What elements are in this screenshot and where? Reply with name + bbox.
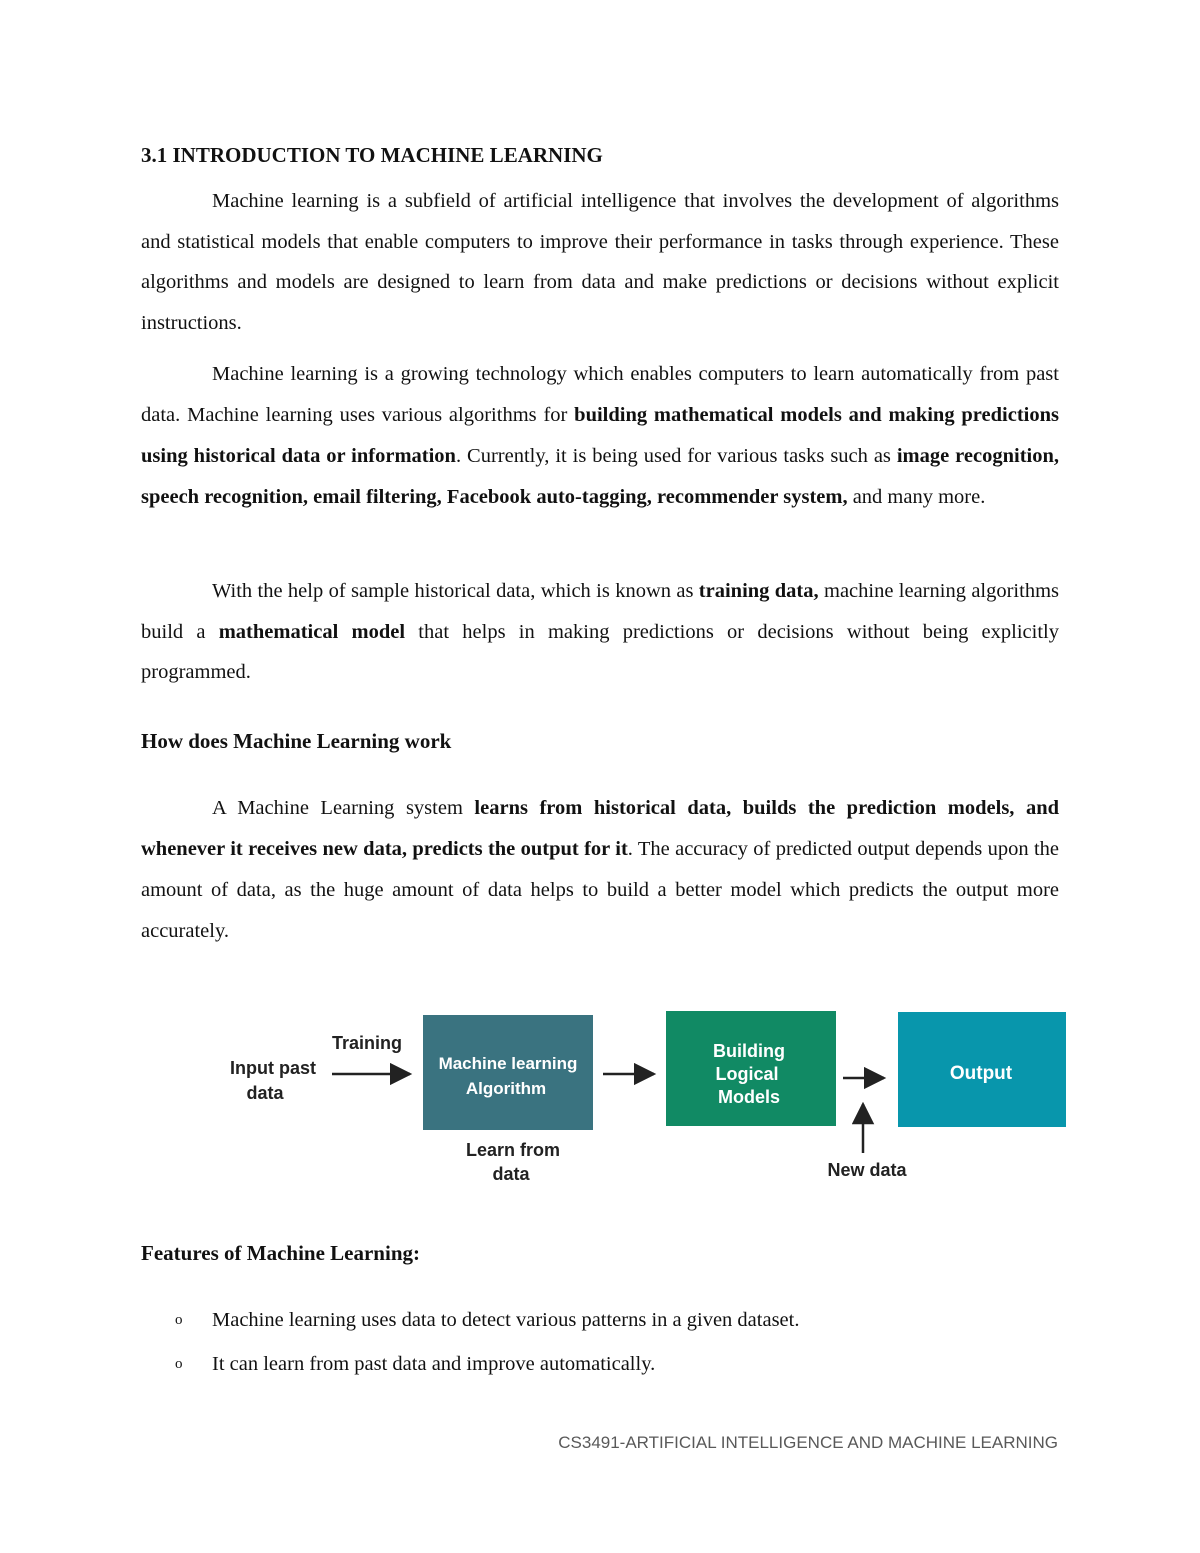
growing-technology-paragraph: Machine learning is a growing technology which enables computers to learn automatically from past data. Machine learning uses various algorithms for building mathematical models and making predictions using historical data or information. Currently, it is being used for various tasks such as image recognition, speech recognition, email filtering, Facebook auto-tagging, recommender system, and many more.: [141, 363, 1059, 508]
building-box-line3: Models: [717, 1087, 781, 1107]
algorithm-box-line2: Algorithm: [465, 1079, 547, 1098]
bullet-icon: o: [175, 1312, 183, 1328]
page-footer: CS3491-ARTIFICIAL INTELLIGENCE AND MACHINE LEARNING: [558, 1433, 1058, 1452]
building-box-line2: Logical: [715, 1064, 779, 1084]
algorithm-box-line1: Machine learning: [438, 1054, 578, 1073]
training-label: Training: [331, 1033, 403, 1053]
how-it-works-heading: How does Machine Learning work: [141, 729, 452, 753]
list-item: o It can learn from past data and improve automatically.: [141, 1347, 799, 1391]
input-data-label-line2: data: [246, 1083, 284, 1103]
how-it-works-paragraph: A Machine Learning system learns from historical data, builds the prediction models, and whenever it receives new data, predicts the output for it. The accuracy of predicted output depends upon the amount of data, as the huge amount of data helps to build a better model which predicts the output more accurately.: [141, 797, 1059, 942]
learn-from-data-line1: Learn from: [465, 1140, 561, 1160]
bullet-icon: o: [175, 1356, 183, 1372]
features-list: [141, 1303, 799, 1391]
building-box-line1: Building: [713, 1041, 785, 1061]
training-data-paragraph: With the help of sample historical data, which is known as training data, machine learning algorithms build a mathematical model that helps in making predictions or decisions without being explicitly programmed.: [141, 580, 1060, 683]
learn-from-data-line2: data: [492, 1164, 530, 1184]
input-data-label-line1: Input past: [230, 1058, 316, 1078]
list-item: o Machine learning uses data to detect various patterns in a given dataset.: [141, 1303, 799, 1347]
output-box-label: Output: [949, 1063, 1013, 1084]
intro-paragraph: Machine learning is a subfield of artificial intelligence that involves the development of algorithms and statistical models that enable computers to improve their performance in tasks through experience. These algorithms and models are designed to learn from data and make predictions or decisions without explicit instructions.: [141, 190, 1059, 334]
features-heading: Features of Machine Learning:: [141, 1241, 420, 1265]
section-heading: 3.1 INTRODUCTION TO MACHINE LEARNING: [141, 143, 603, 167]
new-data-label: New data: [827, 1160, 907, 1180]
